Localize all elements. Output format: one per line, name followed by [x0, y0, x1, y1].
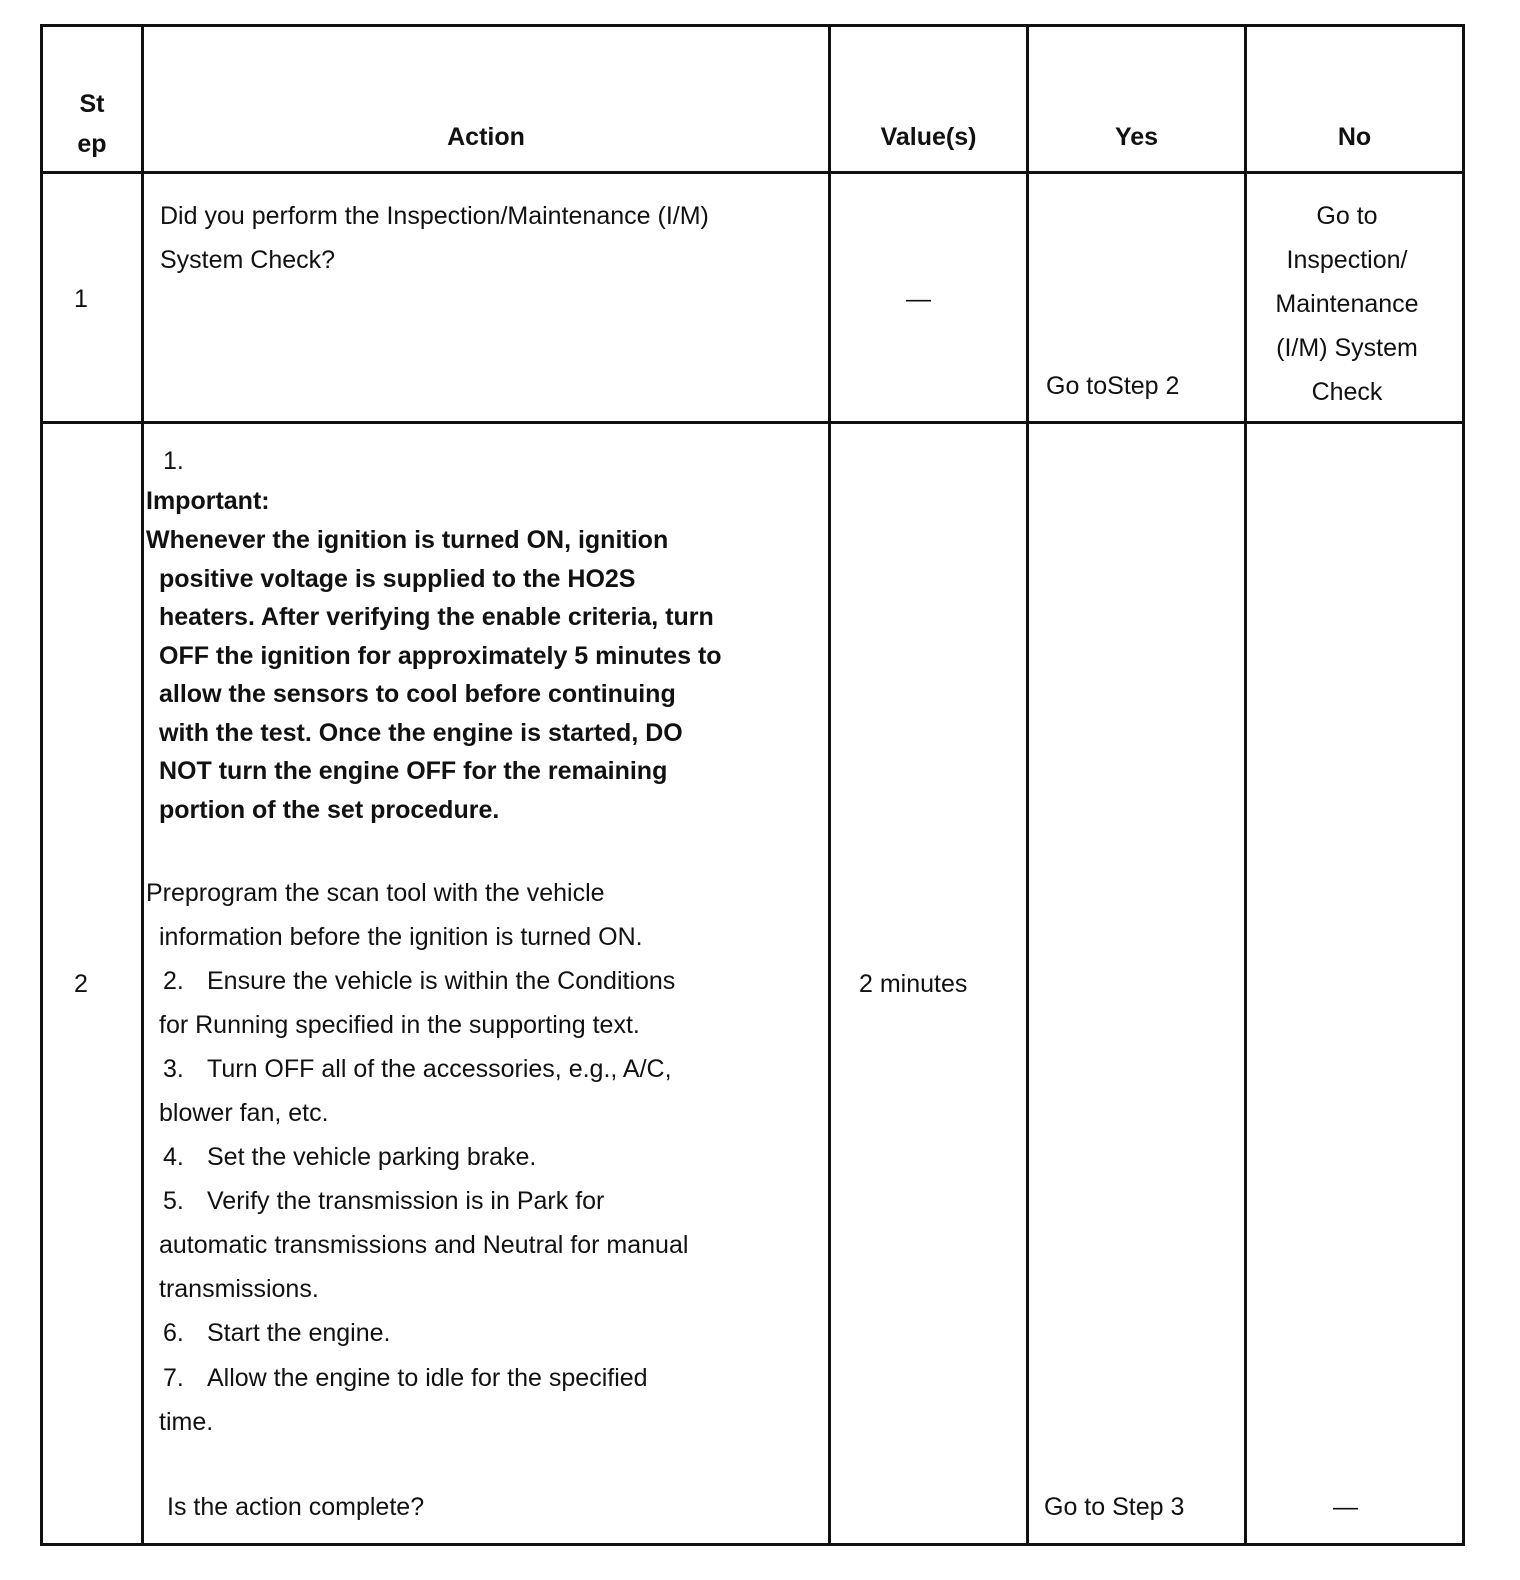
important-line: with the test. Once the engine is started, DO [159, 719, 683, 747]
preprogram-line: Preprogram the scan tool with the vehicle [146, 879, 605, 907]
table-border-left [40, 24, 43, 1546]
row1-no-line: (I/M) System [1276, 334, 1418, 362]
important-label: Important: [146, 487, 270, 515]
header-no: No [1337, 123, 1372, 151]
step-text: transmissions. [159, 1275, 319, 1303]
important-line: positive voltage is supplied to the HO2S [159, 565, 636, 593]
step-text: Set the vehicle parking brake. [207, 1143, 537, 1171]
important-line: heaters. After verifying the enable criteria, turn [159, 603, 714, 631]
row-divider [40, 421, 1465, 424]
row1-step: 1 [74, 285, 88, 313]
row2-yes: Go to Step 3 [1044, 1493, 1185, 1521]
step-text: Turn OFF all of the accessories, e.g., A/C, [207, 1055, 672, 1083]
step-num: 4. [163, 1143, 184, 1171]
row1-no-line: Check [1311, 378, 1383, 406]
step-text: Allow the engine to idle for the specified [207, 1364, 648, 1392]
important-line: Whenever the ignition is turned ON, ignition [146, 526, 669, 554]
step-text: Start the engine. [207, 1319, 391, 1347]
row2-action-num1: 1. [163, 447, 184, 475]
col-divider-step [141, 24, 144, 1546]
step-text: automatic transmissions and Neutral for manual [159, 1231, 689, 1259]
header-yes: Yes [1114, 123, 1159, 151]
row2-no: — [1333, 1493, 1358, 1521]
row1-no-line: Maintenance [1275, 290, 1419, 318]
preprogram-line: information before the ignition is turned ON. [159, 923, 643, 951]
row1-no-line: Go to [1316, 202, 1378, 230]
important-line: allow the sensors to cool before continuing [159, 680, 676, 708]
row2-step: 2 [74, 970, 88, 998]
row1-no [1247, 194, 1447, 414]
important-line: portion of the set procedure. [159, 796, 500, 824]
col-divider-values [1026, 24, 1029, 1546]
step-text: for Running specified in the supporting text. [159, 1011, 640, 1039]
row1-yes: Go toStep 2 [1046, 372, 1180, 400]
header-step-line2: ep [77, 130, 107, 158]
header-values: Value(s) [880, 123, 977, 151]
step-num: 7. [163, 1364, 184, 1392]
step-num: 5. [163, 1187, 184, 1215]
step-text: time. [159, 1408, 214, 1436]
row1-value: — [906, 285, 931, 313]
row1-no-line: Inspection/ [1286, 246, 1408, 274]
header-step [43, 84, 141, 164]
row1-action: Did you perform the Inspection/Maintenance (I/M) System Check? [160, 202, 709, 274]
step-text: Ensure the vehicle is within the Conditions [207, 967, 676, 995]
table-border-top [40, 24, 1465, 27]
header-step-line1: St [79, 90, 105, 118]
row2-value: 2 minutes [859, 970, 968, 998]
header-action: Action [447, 123, 525, 151]
step-text: blower fan, etc. [159, 1099, 329, 1127]
table-border-bottom [40, 1543, 1465, 1546]
step-text: Verify the transmission is in Park for [207, 1187, 605, 1215]
header-divider [40, 171, 1465, 174]
step-num: 6. [163, 1319, 184, 1347]
row2-question: Is the action complete? [167, 1493, 425, 1521]
important-line: NOT turn the engine OFF for the remaining [159, 757, 668, 785]
step-num: 3. [163, 1055, 184, 1083]
step-num: 2. [163, 967, 184, 995]
table-border-right [1462, 24, 1465, 1546]
important-line: OFF the ignition for approximately 5 minutes to [159, 642, 722, 670]
col-divider-action [828, 24, 831, 1546]
